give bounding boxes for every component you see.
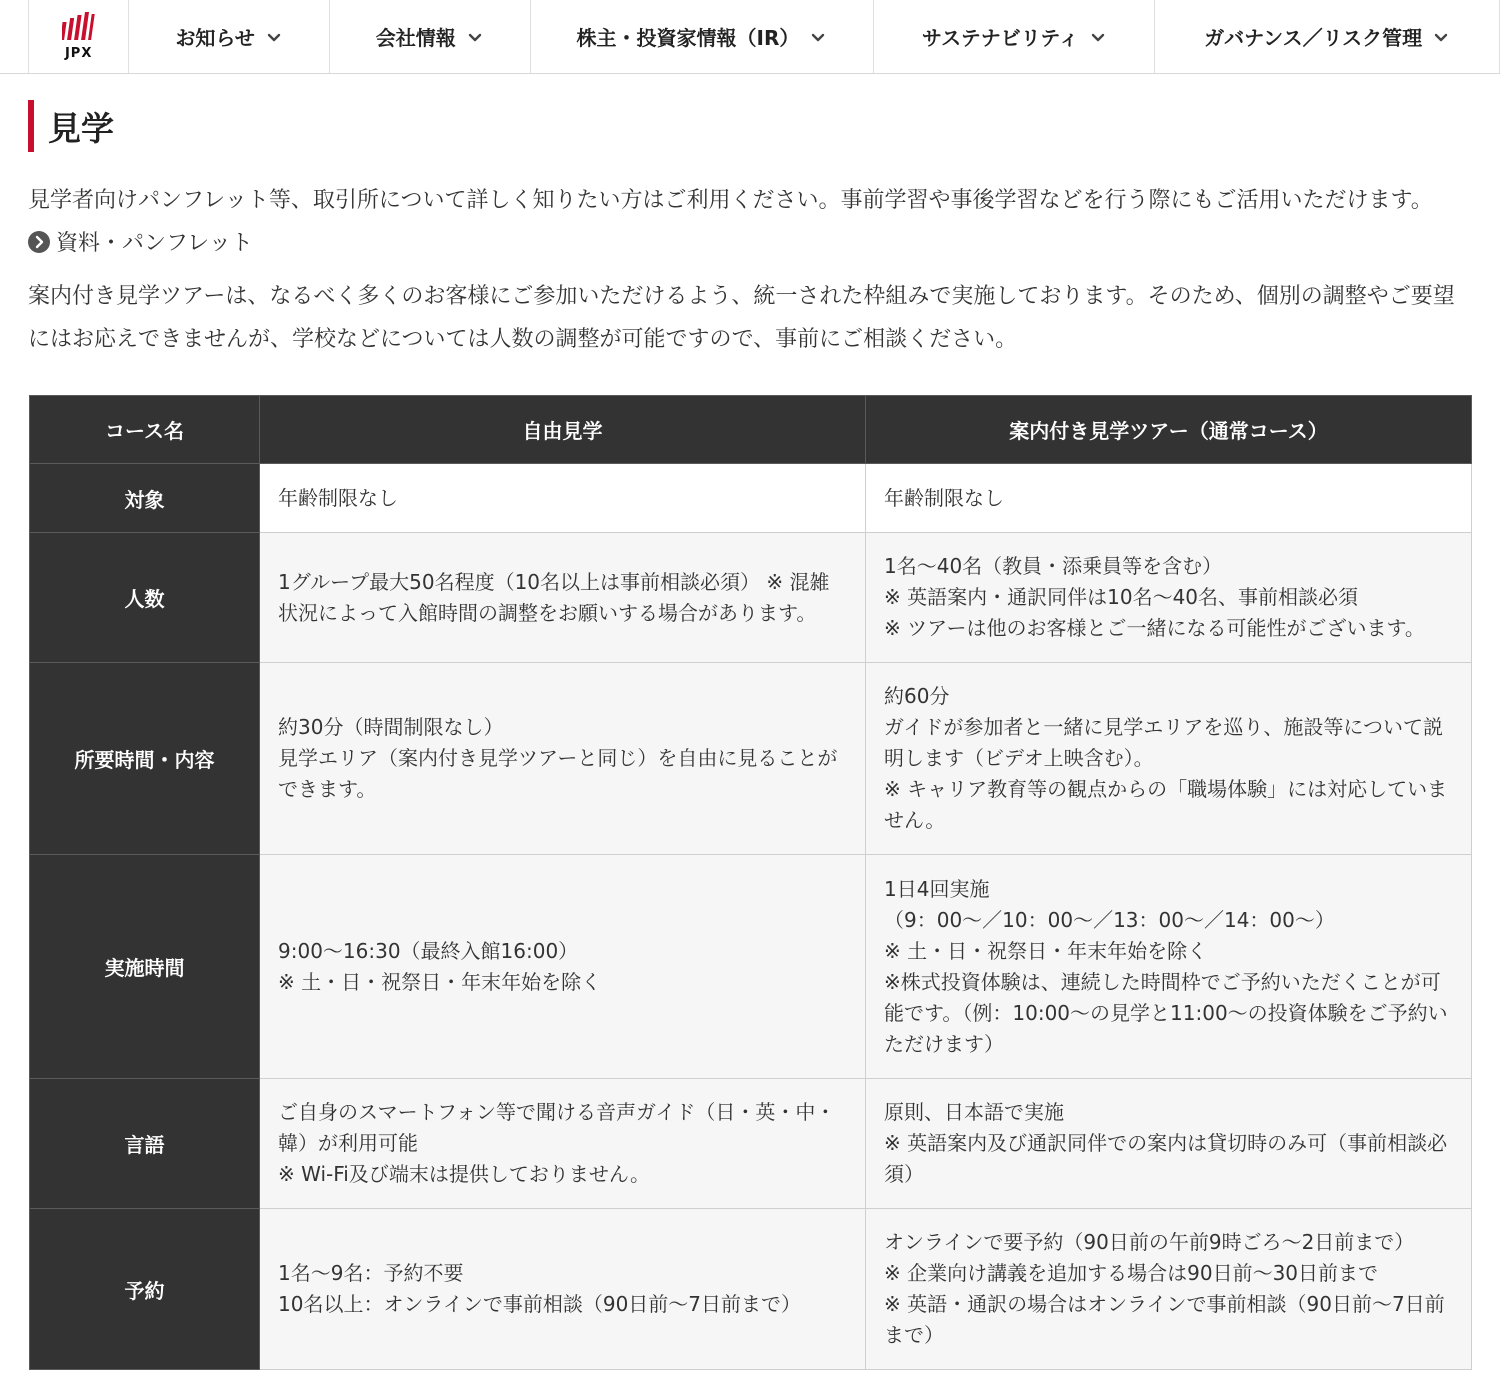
table-row-hours: [30, 855, 1472, 1079]
page-title: 見学: [48, 108, 114, 148]
cell-free: 1グループ最大50名程度（10名以上は事前相談必須） ※ 混雑状況によって入館時間の調整をお願いする場合があります。: [260, 533, 866, 663]
nav-item-label: お知らせ: [175, 26, 255, 50]
top-navigation: [0, 0, 1500, 74]
table-row-duration: [30, 663, 1472, 855]
chevron-down-icon: [1089, 28, 1107, 46]
brochure-link-label: 資料・パンフレット: [56, 231, 253, 256]
course-table: [29, 395, 1472, 1370]
jpx-logo-mark-icon: [62, 12, 96, 44]
nav-item-sustainability[interactable]: [874, 0, 1155, 73]
table-header-row: [30, 396, 1472, 464]
row-label: 人数: [30, 533, 260, 663]
intro-text: 見学者向けパンフレット等、取引所について詳しく知りたい方はご利用ください。事前学習や事後学習などを行う際にもご活用いただけます。: [28, 188, 1433, 213]
nav-item-label: 会社情報: [375, 26, 456, 50]
cell-free: 年齢制限なし: [260, 464, 866, 533]
intro-paragraph: [28, 179, 1473, 265]
page-title-block: [28, 100, 114, 152]
chevron-down-icon: [265, 28, 283, 46]
nav-item-company[interactable]: [330, 0, 531, 73]
chevron-down-icon: [1432, 28, 1450, 46]
header-course-name: コース名: [30, 396, 260, 464]
cell-guided: 約60分 ガイドが参加者と一緒に見学エリアを巡り、施設等について説明します（ビデオ上映含む）。 ※ キャリア教育等の観点からの「職場体験」には対応していません。: [866, 663, 1472, 855]
table-row-people: [30, 533, 1472, 663]
table-row-target: [30, 464, 1472, 533]
cell-free: 約30分（時間制限なし） 見学エリア（案内付き見学ツアーと同じ）を自由に見ることができます。: [260, 663, 866, 855]
header-guided-tour: 案内付き見学ツアー（通常コース）: [866, 396, 1472, 464]
chevron-down-icon: [466, 28, 484, 46]
cell-free: 9:00〜16:30（最終入館16:00） ※ 土・日・祝祭日・年末年始を除く: [260, 855, 866, 1079]
cell-free: ご自身のスマートフォン等で聞ける音声ガイド（日・英・中・韓）が利用可能 ※ Wi-Fi及び端末は提供しておりません。: [260, 1079, 866, 1209]
brochure-link[interactable]: [28, 231, 253, 256]
cell-guided: 年齢制限なし: [866, 464, 1472, 533]
nav-item-label: サステナビリティ: [921, 26, 1079, 50]
nav-item-label: 株主・投資家情報（IR）: [576, 26, 800, 50]
jpx-logo[interactable]: [28, 0, 129, 73]
cell-guided: 1名〜40名（教員・添乗員等を含む） ※ 英語案内・通訳同伴は10名〜40名、事前相談必須 ※ ツアーは他のお客様とご一緒になる可能性がございます。: [866, 533, 1472, 663]
row-label: 予約: [30, 1209, 260, 1370]
header-free-tour: 自由見学: [260, 396, 866, 464]
row-label: 実施時間: [30, 855, 260, 1079]
row-label: 所要時間・内容: [30, 663, 260, 855]
cell-free: 1名〜9名：予約不要 10名以上：オンラインで事前相談（90日前〜7日前まで）: [260, 1209, 866, 1370]
circle-chevron-right-icon: [28, 231, 50, 253]
cell-guided: オンラインで要予約（90日前の午前9時ごろ〜2日前まで） ※ 企業向け講義を追加する場合は90日前〜30日前まで ※ 英語・通訳の場合はオンラインで事前相談（90日前〜7日前まで）: [866, 1209, 1472, 1370]
table-row-language: [30, 1079, 1472, 1209]
row-label: 言語: [30, 1079, 260, 1209]
table-row-reservation: [30, 1209, 1472, 1370]
row-label: 対象: [30, 464, 260, 533]
cell-guided: 原則、日本語で実施 ※ 英語案内及び通訳同伴での案内は貸切時のみ可（事前相談必須）: [866, 1079, 1472, 1209]
nav-item-ir[interactable]: [531, 0, 875, 73]
nav-item-news[interactable]: [129, 0, 330, 73]
cell-guided: 1日4回実施 （9：00〜／10：00〜／13：00〜／14：00〜） ※ 土・日・祝祭日・年末年始を除く ※株式投資体験は、連続した時間枠でご予約いただくことが可能です。（例：10:00〜の見学と11:00〜の投資体験をご予約いただけます）: [866, 855, 1472, 1079]
nav-item-label: ガバナンス／リスク管理: [1204, 26, 1423, 50]
nav-item-governance[interactable]: [1155, 0, 1500, 73]
logo-text: JPX: [64, 46, 93, 61]
title-accent-bar: [28, 100, 34, 152]
tour-note-paragraph: 案内付き見学ツアーは、なるべく多くのお客様にご参加いただけるよう、統一された枠組みで実施しております。そのため、個別の調整やご要望にはお応えできませんが、学校などについては人数の調整が可能ですので、事前にご相談ください。: [28, 284, 1455, 352]
chevron-down-icon: [809, 28, 827, 46]
